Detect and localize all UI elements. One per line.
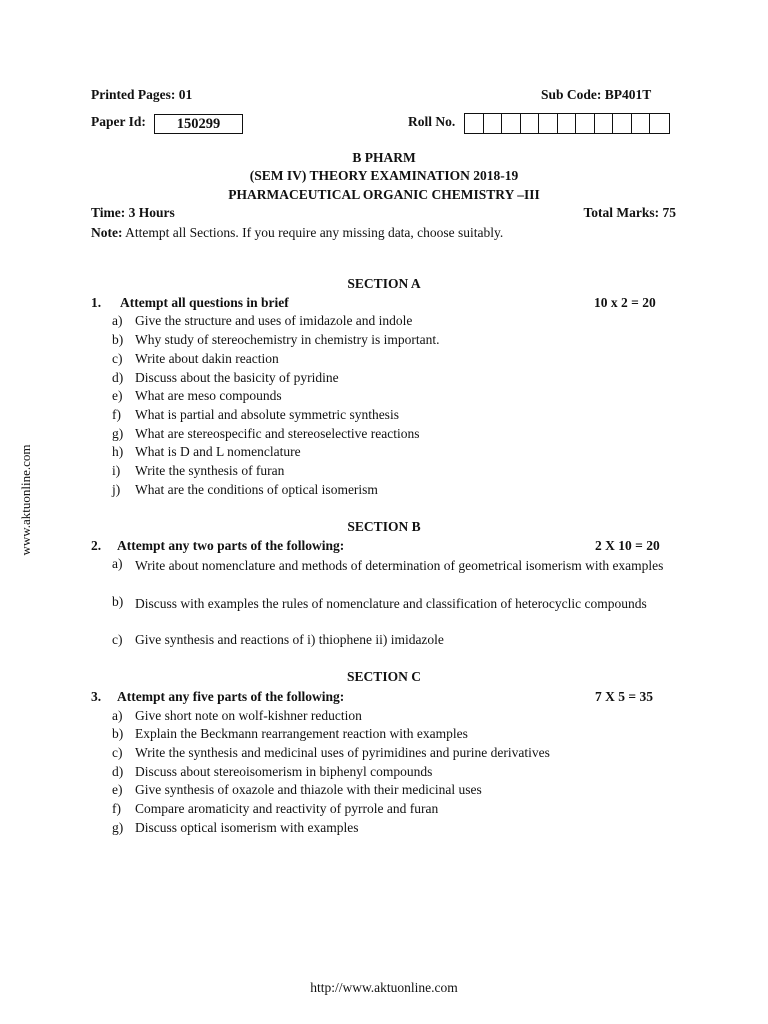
item-text: Write about nomenclature and methods of determination of geometrical isomerism with examples	[135, 558, 664, 573]
program-title: B PHARM	[352, 150, 416, 165]
total-marks: Total Marks: 75	[583, 205, 676, 220]
item-text: Discuss about stereoisomerism in biphenyl compounds	[135, 764, 433, 779]
item-text: What are the conditions of optical isomerism	[135, 482, 378, 497]
item-text: Why study of stereochemistry in chemistry is important.	[135, 332, 440, 347]
question-2-marks: 2 X 10 = 20	[595, 538, 660, 553]
paper-id-label: Paper Id:	[91, 114, 146, 129]
item-label: i)	[112, 463, 121, 478]
question-item	[112, 632, 444, 648]
item-label: b)	[112, 332, 124, 347]
question-item	[112, 708, 362, 724]
question-3-number: 3.	[91, 689, 102, 704]
section-a-title: SECTION A	[347, 276, 421, 291]
item-label: e)	[112, 782, 123, 797]
roll-no-cell	[613, 114, 632, 133]
question-item	[112, 764, 432, 780]
item-text: Write the synthesis and medicinal uses of pyrimidines and purine derivatives	[135, 745, 550, 760]
question-item	[112, 370, 339, 386]
question-2-number: 2.	[91, 538, 102, 553]
section-b-title: SECTION B	[347, 519, 421, 534]
item-label: j)	[112, 482, 121, 497]
footer-url[interactable]: http://www.aktuonline.com	[310, 980, 458, 995]
question-item	[112, 745, 550, 761]
item-text: Discuss with examples the rules of nomenclature and classification of heterocyclic compounds	[135, 596, 647, 611]
question-item	[112, 407, 399, 423]
roll-no-cell	[484, 114, 503, 133]
item-label: e)	[112, 388, 123, 403]
side-watermark: www.aktuonline.com	[18, 444, 33, 556]
sub-code: Sub Code: BP401T	[541, 87, 652, 102]
question-item	[112, 556, 676, 575]
item-label: g)	[112, 820, 124, 835]
item-text: What is partial and absolute symmetric synthesis	[135, 407, 399, 422]
item-label: b)	[112, 594, 124, 609]
item-label: f)	[112, 407, 121, 422]
item-text: Discuss about the basicity of pyridine	[135, 370, 339, 385]
item-text: Compare aromaticity and reactivity of pyrrole and furan	[135, 801, 439, 816]
question-item	[112, 594, 676, 613]
roll-no-boxes	[464, 113, 670, 134]
item-label: c)	[112, 745, 123, 760]
question-item	[112, 801, 438, 817]
roll-no-cell	[558, 114, 577, 133]
item-label: a)	[112, 313, 123, 328]
question-item	[112, 332, 439, 348]
question-item	[112, 388, 282, 404]
item-label: f)	[112, 801, 121, 816]
paper-id-box: 150299	[154, 114, 243, 134]
question-1-text: Attempt all questions in brief	[120, 295, 289, 310]
item-label: d)	[112, 370, 124, 385]
item-label: a)	[112, 708, 123, 723]
item-label: g)	[112, 426, 124, 441]
roll-no-cell	[632, 114, 651, 133]
roll-no-cell	[650, 114, 669, 133]
item-text: Give synthesis and reactions of i) thiophene ii) imidazole	[135, 632, 444, 647]
item-text: Give short note on wolf-kishner reduction	[135, 708, 362, 723]
item-text: Explain the Beckmann rearrangement reaction with examples	[135, 726, 468, 741]
roll-no-cell	[465, 114, 484, 133]
question-item	[112, 426, 419, 442]
question-item	[112, 444, 301, 460]
note	[91, 225, 503, 241]
item-text: Write about dakin reaction	[135, 351, 279, 366]
note-text: Attempt all Sections. If you require any missing data, choose suitably.	[122, 225, 504, 240]
question-item	[112, 782, 482, 798]
printed-pages: Printed Pages: 01	[91, 87, 193, 102]
item-label: d)	[112, 764, 124, 779]
note-label: Note:	[91, 225, 123, 240]
roll-no-cell	[576, 114, 595, 133]
item-label: b)	[112, 726, 124, 741]
roll-no-label: Roll No.	[408, 114, 456, 129]
question-item	[112, 726, 468, 742]
question-item	[112, 820, 358, 836]
roll-no-cell	[595, 114, 614, 133]
item-text: What are stereospecific and stereoselective reactions	[135, 426, 420, 441]
question-3-text: Attempt any five parts of the following:	[117, 689, 345, 704]
question-2-text: Attempt any two parts of the following:	[117, 538, 345, 553]
section-c-title: SECTION C	[347, 669, 421, 684]
question-item	[112, 463, 284, 479]
subject-title: PHARMACEUTICAL ORGANIC CHEMISTRY –III	[228, 187, 540, 202]
item-label: h)	[112, 444, 124, 459]
item-label: c)	[112, 632, 123, 647]
question-1-marks: 10 x 2 = 20	[594, 295, 656, 310]
item-text: Discuss optical isomerism with examples	[135, 820, 359, 835]
question-1-number: 1.	[91, 295, 102, 310]
question-item	[112, 313, 412, 329]
time-allowed: Time: 3 Hours	[91, 205, 175, 220]
roll-no-cell	[502, 114, 521, 133]
question-item	[112, 482, 378, 498]
item-label: a)	[112, 556, 123, 571]
roll-no-cell	[521, 114, 540, 133]
roll-no-cell	[539, 114, 558, 133]
item-text: Write the synthesis of furan	[135, 463, 285, 478]
item-text: What are meso compounds	[135, 388, 282, 403]
question-3-marks: 7 X 5 = 35	[595, 689, 653, 704]
item-text: What is D and L nomenclature	[135, 444, 301, 459]
item-text: Give the structure and uses of imidazole and indole	[135, 313, 413, 328]
question-item	[112, 351, 279, 367]
exam-title: (SEM IV) THEORY EXAMINATION 2018-19	[249, 168, 519, 183]
item-text: Give synthesis of oxazole and thiazole with their medicinal uses	[135, 782, 482, 797]
item-label: c)	[112, 351, 123, 366]
